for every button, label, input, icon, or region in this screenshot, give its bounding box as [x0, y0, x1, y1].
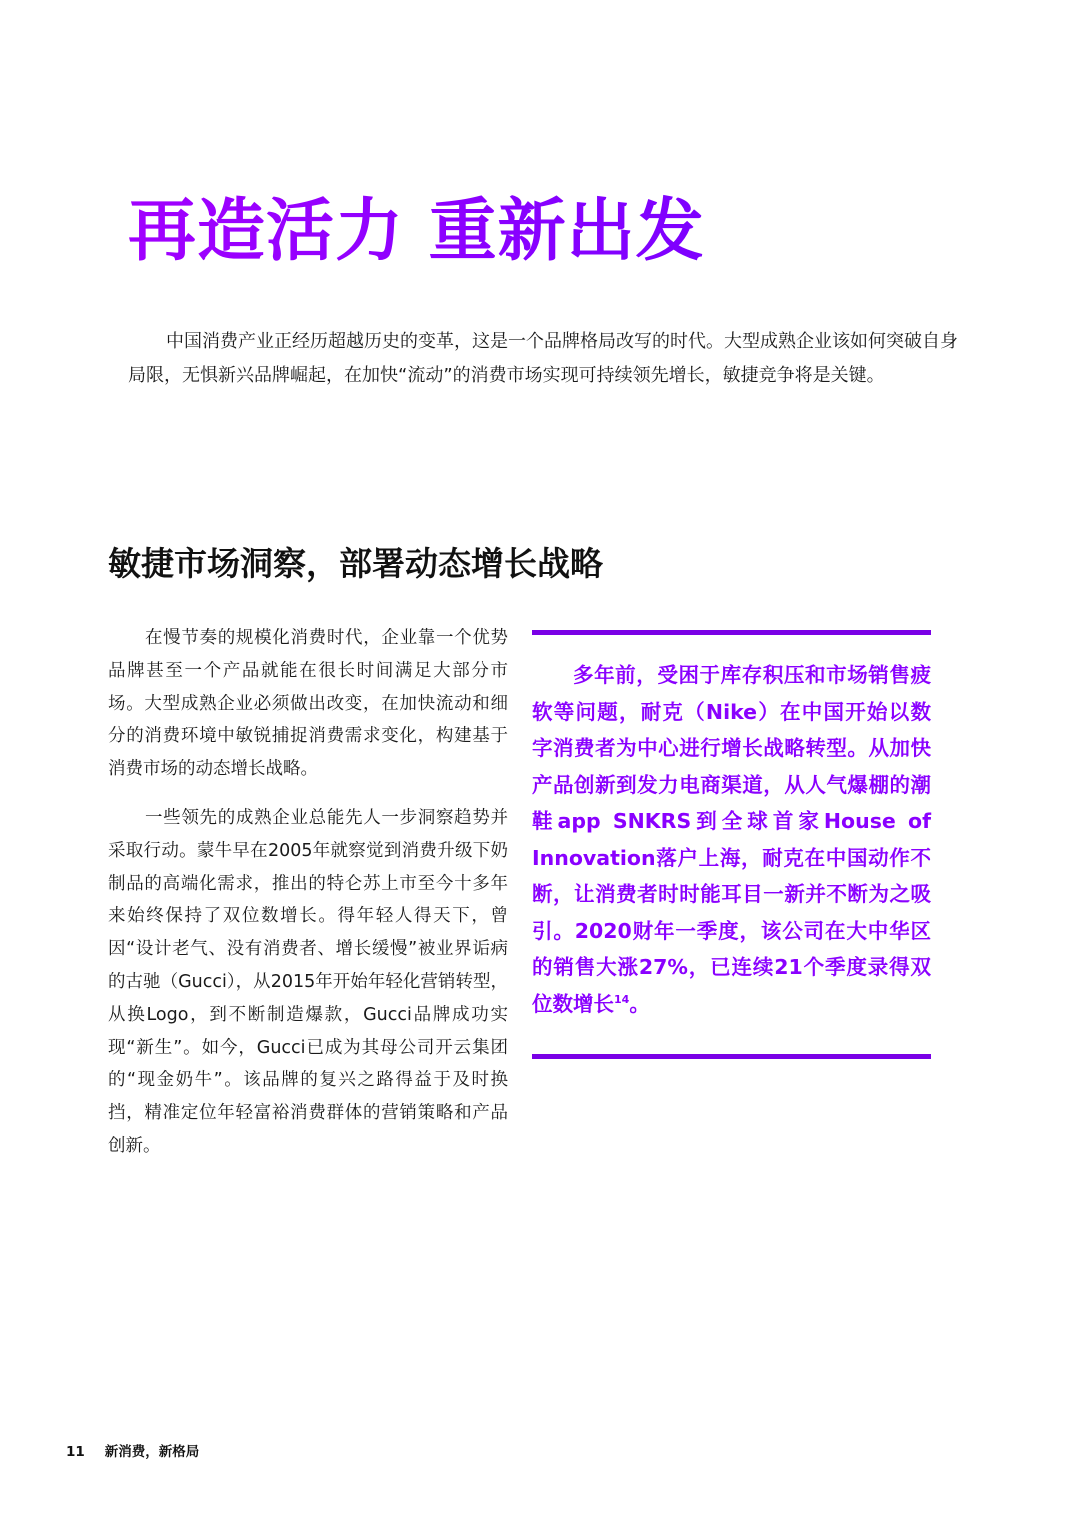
callout-body: 多年前，受困于库存积压和市场销售疲软等问题，耐克（Nike）在中国开始以数字消费者为中心进行增长战略转型。从加快产品创新到发力电商渠道，从人气爆棚的潮鞋app SNKRS到全球首家House of Innovation落户上海，耐克在中国动作不断，让消费者时时能耳目一新并不断为之吸引。2020财年一季度，该公司在大中华区的销售大涨27%，已连续21个季度录得双位数增长 [532, 663, 931, 1016]
page-number: 11 [66, 1444, 85, 1460]
page-footer [66, 1440, 199, 1460]
body-paragraph-2: 一些领先的成熟企业总能先人一步洞察趋势并采取行动。蒙牛早在2005年就察觉到消费升级下奶制品的高端化需求，推出的特仑苏上市至今十多年来始终保持了双位数增长。得年轻人得天下，曾因“设计老气、没有消费者、增长缓慢”被业界诟病的古驰（Gucci），从2015年开始年轻化营销转型，从换Logo，到不断制造爆款，Gucci品牌成功实现“新生”。如今，Gucci已成为其母公司开云集团的“现金奶牛”。该品牌的复兴之路得益于及时换挡，精准定位年轻富裕消费群体的营销策略和产品创新。 [108, 807, 508, 1156]
body-paragraph-1: 在慢节奏的规模化消费时代，企业靠一个优势品牌甚至一个产品就能在很长时间满足大部分市场。大型成熟企业必须做出改变，在加快流动和细分的消费环境中敏锐捕捉消费需求变化，构建基于消费市场的动态增长战略。 [108, 628, 508, 780]
callout-end-punct: 。 [629, 991, 650, 1016]
publication-title: 新消费，新格局 [104, 1444, 200, 1460]
callout-quote [532, 657, 931, 1022]
footnote-marker: 14 [614, 992, 630, 1006]
body-column [108, 622, 508, 1163]
section-heading: 敏捷市场洞察，部署动态增长战略 [108, 544, 603, 583]
intro-paragraph: 中国消费产业正经历超越历史的变革，这是一个品牌格局改写的时代。大型成熟企业该如何突破自身局限，无惧新兴品牌崛起，在加快“流动”的消费市场实现可持续领先增长，敏捷竞争将是关键。 [128, 331, 958, 386]
callout-top-rule [532, 630, 931, 635]
page-title: 再造活力 重新出发 [128, 192, 705, 271]
callout-bottom-rule [532, 1054, 931, 1059]
